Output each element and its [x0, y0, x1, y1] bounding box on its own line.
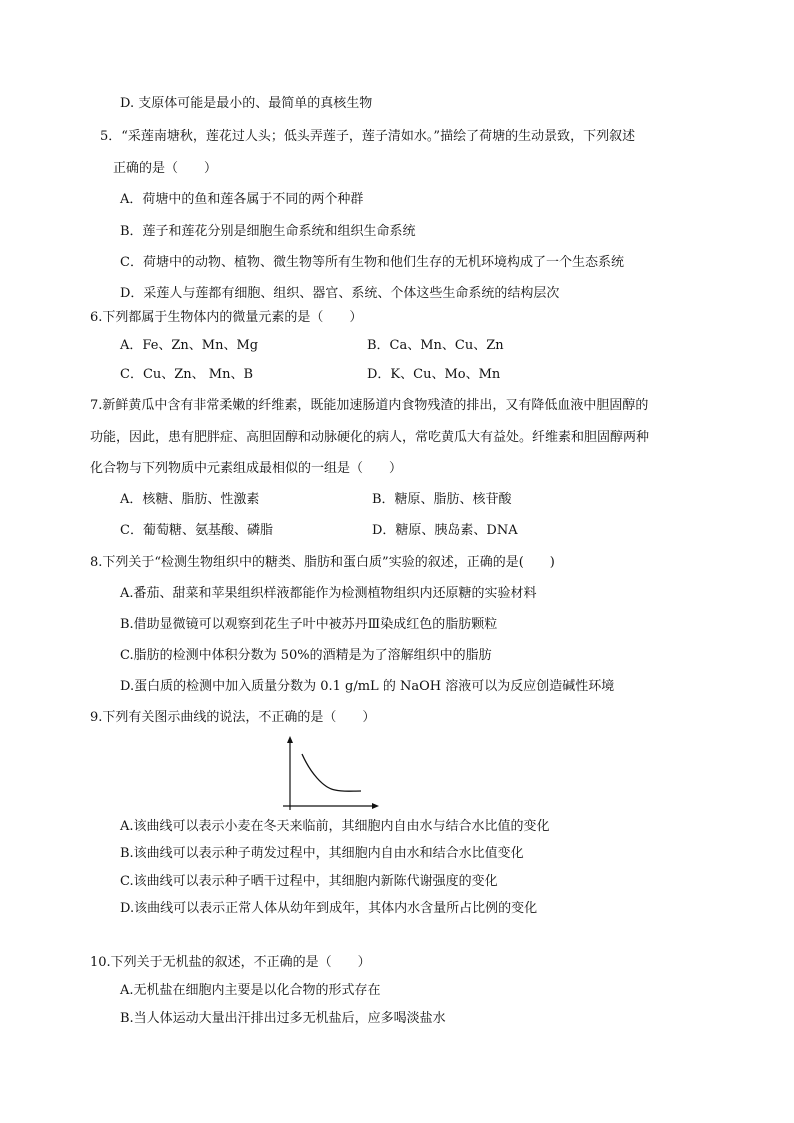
- q10-stem: 10.下列关于无机盐的叙述，不正确的是（ ）: [90, 955, 371, 970]
- q7-stem-cont2: 化合物与下列物质中元素组成最相似的一组是（ ）: [90, 461, 403, 476]
- q5-option-c: C．荷塘中的动物、植物、微生物等所有生物和他们生存的无机环境构成了一个生态系统: [120, 255, 624, 270]
- q4-option-d: D. 支原体可能是最小的、最简单的真核生物: [120, 96, 373, 111]
- q8-option-d: D.蛋白质的检测中加入质量分数为 0.1 g/mL 的 NaOH 溶液可以为反应创造碱性环境: [120, 679, 615, 694]
- q8-stem: 8.下列关于“检测生物组织中的糖类、脂肪和蛋白质”实验的叙述，正确的是( ): [90, 555, 555, 570]
- q6-option-a: A．Fe、Zn、Mn、Mg: [120, 338, 259, 353]
- q9-option-a: A.该曲线可以表示小麦在冬天来临前，其细胞内自由水与结合水比值的变化: [120, 819, 550, 834]
- q5-stem-cont: 正确的是（ ）: [113, 161, 218, 176]
- q9-option-d: D.该曲线可以表示正常人体从幼年到成年，其体内水含量所占比例的变化: [120, 901, 538, 916]
- q7-option-c: C．葡萄糖、氨基酸、磷脂: [120, 523, 273, 538]
- x-axis-arrow: [372, 803, 379, 809]
- y-axis-arrow: [287, 736, 293, 743]
- q9-option-b: B.该曲线可以表示种子萌发过程中，其细胞内自由水和结合水比值变化: [120, 846, 524, 861]
- q5-option-a: A．荷塘中的鱼和莲各属于不同的两个种群: [120, 192, 364, 207]
- q8-option-a: A.番茄、甜菜和苹果组织样液都能作为检测植物组织内还原糖的实验材料: [120, 586, 537, 601]
- q6-option-d: D．K、Cu、Mo、Mn: [367, 367, 501, 382]
- q5-stem: 5．“采莲南塘秋，莲花过人头；低头弄莲子，莲子清如水。”描绘了荷塘的生动景致，下列叙述: [100, 129, 636, 144]
- q6-stem: 6.下列都属于生物体内的微量元素的是（ ）: [90, 310, 363, 325]
- q10-option-b: B.当人体运动大量出汗排出过多无机盐后，应多喝淡盐水: [120, 1011, 446, 1026]
- q9-stem: 9.下列有关图示曲线的说法，不正确的是（ ）: [90, 710, 376, 725]
- q5-option-b: B．莲子和莲花分别是细胞生命系统和组织生命系统: [120, 224, 416, 239]
- q7-option-d: D．糖原、胰岛素、DNA: [372, 523, 518, 538]
- q9-option-c: C.该曲线可以表示种子晒干过程中，其细胞内新陈代谢强度的变化: [120, 874, 498, 889]
- q6-option-b: B．Ca、Mn、Cu、Zn: [367, 338, 504, 353]
- q8-option-c: C.脂肪的检测中体积分数为 50%的酒精是为了溶解组织中的脂肪: [120, 648, 492, 663]
- q8-option-b: B.借助显微镜可以观察到花生子叶中被苏丹Ⅲ染成红色的脂肪颗粒: [120, 617, 498, 632]
- q7-option-a: A．核糖、脂肪、性激素: [120, 492, 260, 507]
- q7-stem: 7.新鲜黄瓜中含有非常柔嫩的纤维素，既能加速肠道内食物残渣的排出，又有降低血液中胆固醇的: [90, 398, 649, 413]
- q6-option-c: C．Cu、Zn、 Mn、B: [120, 367, 254, 382]
- q5-option-d: D．采莲人与莲都有细胞、组织、器官、系统、个体这些生命系统的结构层次: [120, 286, 560, 301]
- decreasing-curve-figure: [275, 734, 385, 814]
- q7-option-b: B．糖原、脂肪、核苷酸: [372, 492, 512, 507]
- q7-stem-cont1: 功能，因此，患有肥胖症、高胆固醇和动脉硬化的病人，常吃黄瓜大有益处。纤维素和胆固醇两种: [90, 430, 650, 445]
- curve-line: [302, 754, 361, 791]
- q10-option-a: A.无机盐在细胞内主要是以化合物的形式存在: [120, 983, 381, 998]
